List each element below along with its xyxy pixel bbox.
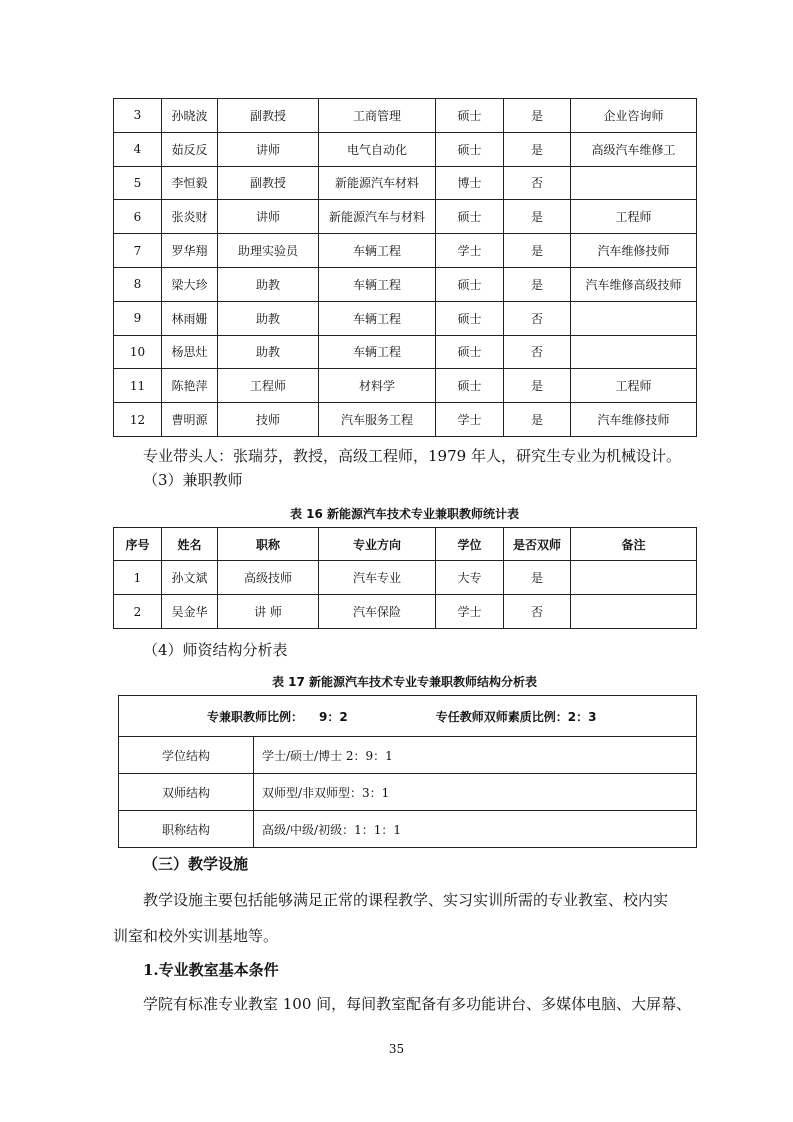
table-cell: 8 <box>114 267 162 301</box>
table-cell: 是 <box>504 561 571 595</box>
table-cell: 4 <box>114 132 162 166</box>
ratio-cell <box>119 696 697 737</box>
table-row <box>114 200 697 234</box>
table-cell: 否 <box>504 335 571 369</box>
structure-analysis-table <box>118 695 697 848</box>
table-row <box>114 267 697 301</box>
table-cell <box>571 335 697 369</box>
fulltime-table-body <box>114 99 697 437</box>
table-cell: 11 <box>114 369 162 403</box>
table-row <box>119 774 697 811</box>
ratio-row <box>119 696 697 737</box>
table-cell: 汽车维修高级技师 <box>571 267 697 301</box>
table-cell: 是 <box>504 99 571 133</box>
table-cell: 1 <box>114 561 162 595</box>
table-cell: 吴金华 <box>162 595 218 629</box>
table17-caption: 表 17 新能源汽车技术专业专兼职教师结构分析表 <box>271 675 538 689</box>
table-cell: 硕士 <box>436 132 504 166</box>
table-cell: 工程师 <box>571 200 697 234</box>
ratio2-text: 专任教师双师素质比例：2：3 <box>435 709 597 724</box>
table-cell: 张炎财 <box>162 200 218 234</box>
table-cell: 硕士 <box>436 267 504 301</box>
table-cell: 车辆工程 <box>319 335 436 369</box>
table-cell: 茹反反 <box>162 132 218 166</box>
table-cell: 孙文斌 <box>162 561 218 595</box>
table-cell: 梁大珍 <box>162 267 218 301</box>
table-cell: 讲 师 <box>218 595 319 629</box>
table-cell <box>571 166 697 200</box>
table-cell: 副教授 <box>218 99 319 133</box>
table16-body <box>114 561 697 629</box>
structure-label: 职称结构 <box>119 811 254 848</box>
table-cell: 孙晓波 <box>162 99 218 133</box>
table-cell: 学士 <box>436 234 504 268</box>
facilities-paragraph-line1: 教学设施主要包括能够满足正常的课程教学、实习实训所需的专业教室、校内实 <box>143 891 669 909</box>
header-cell: 专业方向 <box>319 528 436 561</box>
structure-value: 学士/硕士/博士 2：9：1 <box>254 737 697 774</box>
table-cell: 助教 <box>218 301 319 335</box>
table-cell: 讲师 <box>218 132 319 166</box>
facilities-paragraph-line2: 训室和校外实训基地等。 <box>113 927 279 945</box>
table-cell: 企业咨询师 <box>571 99 697 133</box>
table-cell <box>571 561 697 595</box>
table-cell: 硕士 <box>436 369 504 403</box>
table-cell: 工程师 <box>571 369 697 403</box>
table-cell: 博士 <box>436 166 504 200</box>
table-cell: 汽车维修技师 <box>571 234 697 268</box>
table-cell: 助教 <box>218 267 319 301</box>
table-cell: 新能源汽车材料 <box>319 166 436 200</box>
header-cell: 职称 <box>218 528 319 561</box>
table-row <box>114 132 697 166</box>
table-cell: 硕士 <box>436 335 504 369</box>
table-cell <box>571 595 697 629</box>
table-row <box>114 301 697 335</box>
table-cell: 车辆工程 <box>319 234 436 268</box>
structure-value: 双师型/非双师型：3：1 <box>254 774 697 811</box>
structure-label: 学位结构 <box>119 737 254 774</box>
table-cell: 曹明源 <box>162 403 218 437</box>
table-cell: 12 <box>114 403 162 437</box>
table-row <box>119 811 697 848</box>
page-number: 35 <box>388 1042 405 1056</box>
header-cell: 是否双师 <box>504 528 571 561</box>
table-cell: 材料学 <box>319 369 436 403</box>
table-cell: 2 <box>114 595 162 629</box>
table-cell: 是 <box>504 403 571 437</box>
table-cell: 学士 <box>436 403 504 437</box>
table-row <box>114 561 697 595</box>
table-cell: 否 <box>504 301 571 335</box>
facilities-heading: （三）教学设施 <box>143 855 249 873</box>
table-cell: 5 <box>114 166 162 200</box>
table-cell: 否 <box>504 595 571 629</box>
table-cell: 9 <box>114 301 162 335</box>
section-parttime-heading: （3）兼职教师 <box>143 471 243 489</box>
table-row <box>114 166 697 200</box>
leader-paragraph: 专业带头人：张瑞芬，教授，高级工程师，1979 年人，研究生专业为机械设计。 <box>143 447 681 465</box>
table-cell: 汽车服务工程 <box>319 403 436 437</box>
table-cell: 6 <box>114 200 162 234</box>
fulltime-teacher-table <box>113 98 697 437</box>
table-cell: 汽车专业 <box>319 561 436 595</box>
table-cell <box>571 301 697 335</box>
table-cell: 讲师 <box>218 200 319 234</box>
parttime-teacher-table <box>113 527 697 629</box>
table-cell: 高级汽车维修工 <box>571 132 697 166</box>
table-cell: 车辆工程 <box>319 267 436 301</box>
table-cell: 是 <box>504 267 571 301</box>
table-cell: 硕士 <box>436 99 504 133</box>
table-row <box>114 369 697 403</box>
table-cell: 硕士 <box>436 200 504 234</box>
table-cell: 助教 <box>218 335 319 369</box>
table-cell: 工商管理 <box>319 99 436 133</box>
header-cell: 学位 <box>436 528 504 561</box>
table-cell: 硕士 <box>436 301 504 335</box>
table-row <box>114 99 697 133</box>
table-cell: 新能源汽车与材料 <box>319 200 436 234</box>
table-cell: 工程师 <box>218 369 319 403</box>
table-cell: 李恒毅 <box>162 166 218 200</box>
structure-label: 双师结构 <box>119 774 254 811</box>
section-structure-heading: （4）师资结构分析表 <box>143 641 288 659</box>
table-cell: 陈艳萍 <box>162 369 218 403</box>
table-row <box>119 737 697 774</box>
table-cell: 7 <box>114 234 162 268</box>
table-cell: 是 <box>504 234 571 268</box>
table-row <box>114 403 697 437</box>
table-cell: 大专 <box>436 561 504 595</box>
table16-caption: 表 16 新能源汽车技术专业兼职教师统计表 <box>289 507 520 521</box>
table-cell: 汽车维修技师 <box>571 403 697 437</box>
ratio1-value: 9：2 <box>319 709 348 724</box>
table-cell: 是 <box>504 132 571 166</box>
table-cell: 是 <box>504 200 571 234</box>
table-row <box>114 595 697 629</box>
table-cell: 3 <box>114 99 162 133</box>
table-cell: 汽车保险 <box>319 595 436 629</box>
table-cell: 副教授 <box>218 166 319 200</box>
table-row <box>114 335 697 369</box>
table-cell: 罗华翔 <box>162 234 218 268</box>
table-cell: 助理实验员 <box>218 234 319 268</box>
table-cell: 车辆工程 <box>319 301 436 335</box>
table16-header-row <box>114 528 697 561</box>
table-cell: 电气自动化 <box>319 132 436 166</box>
header-cell: 序号 <box>114 528 162 561</box>
table-cell: 技师 <box>218 403 319 437</box>
table-cell: 10 <box>114 335 162 369</box>
classroom-heading: 1.专业教室基本条件 <box>143 961 279 979</box>
table-cell: 是 <box>504 369 571 403</box>
ratio1-label: 专兼职教师比例： <box>207 709 304 724</box>
table-cell: 杨思灶 <box>162 335 218 369</box>
table-cell: 高级技师 <box>218 561 319 595</box>
table-cell: 否 <box>504 166 571 200</box>
header-cell: 备注 <box>571 528 697 561</box>
table-row <box>114 234 697 268</box>
structure-value: 高级/中级/初级：1：1：1 <box>254 811 697 848</box>
classroom-paragraph: 学院有标准专业教室 100 间，每间教室配备有多功能讲台、多媒体电脑、大屏幕、 <box>143 995 692 1013</box>
table-cell: 林雨姗 <box>162 301 218 335</box>
table-cell: 学士 <box>436 595 504 629</box>
header-cell: 姓名 <box>162 528 218 561</box>
